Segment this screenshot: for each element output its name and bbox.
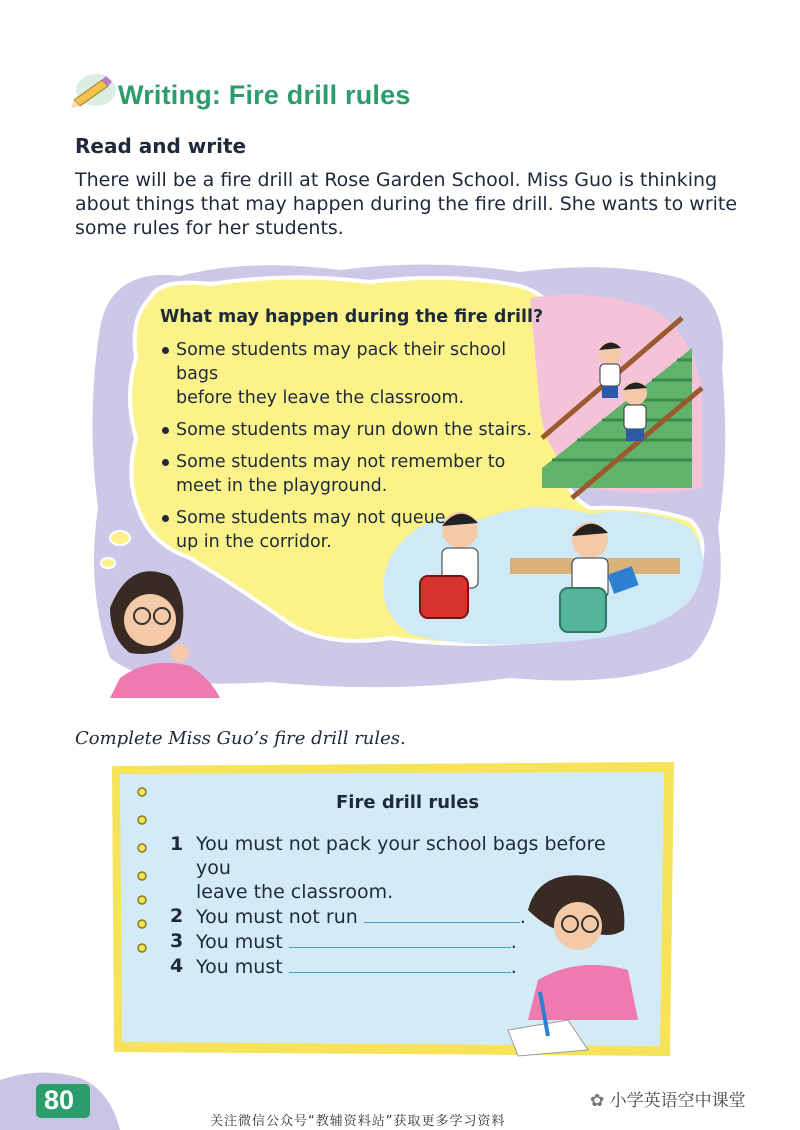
page-number: 80 [44,1085,75,1115]
rule-item [170,929,630,954]
section-subheading: Read and write [75,134,247,158]
bullet-dot [162,459,169,466]
rule-end: . [510,956,517,978]
bullet-dot [162,427,169,434]
bullet-line: up in the corridor. [176,532,332,552]
bullet-dot [162,347,169,354]
bullet-line: meet in the playground. [176,476,388,496]
page-title: Writing: Fire drill rules [118,80,411,110]
bullet-line: Some students may pack their school bags [176,340,507,384]
list-item [162,450,552,498]
thought-bubble-question: What may happen during the fire drill? [160,307,544,327]
rule-text: You must not run [196,906,358,928]
rules-heading: Fire drill rules [336,792,480,813]
intro-line: There will be a fire drill at Rose Garden School. Miss Guo is thinking [75,169,718,191]
pencil-icon [68,70,116,110]
rule-text: You must [196,956,283,978]
rule-text: leave the classroom. [196,881,394,903]
answer-blank[interactable] [289,929,511,948]
intro-line: about things that may happen during the fire drill. She wants to write [75,193,738,215]
rules-list [170,832,630,979]
bullet-line: Some students may not remember to [176,452,506,472]
answer-blank[interactable] [289,954,511,973]
list-item [162,418,552,442]
bullet-dot [162,515,169,522]
rule-number: 3 [170,930,184,952]
rule-number: 2 [170,905,184,927]
exercise-instruction: Complete Miss Guo’s fire drill rules. [75,728,406,749]
rule-end: . [510,931,517,953]
bullet-line: before they leave the classroom. [176,388,465,408]
rule-number: 1 [170,833,184,855]
bullet-line: Some students may not queue [176,508,446,528]
wechat-watermark [590,1086,746,1111]
rule-end: . [519,906,526,928]
list-item [162,506,552,554]
rule-number: 4 [170,955,184,977]
answer-blank[interactable] [364,904,520,923]
wechat-account-label: 小学英语空中课堂 [609,1091,746,1111]
rule-text: You must [196,931,283,953]
intro-paragraph [75,168,738,240]
footer-note: 关注微信公众号“教辅资料站”获取更多学习资料 [210,1114,506,1129]
rule-item [170,832,630,904]
possible-problems-list [162,338,552,562]
list-item [162,338,552,410]
bullet-line: Some students may run down the stairs. [176,420,532,440]
intro-line: some rules for her students. [75,217,344,239]
rule-text: You must not pack your school bags before you [196,833,606,879]
wechat-icon: ✿ [590,1091,605,1111]
rule-item [170,904,630,929]
rule-item [170,954,630,979]
